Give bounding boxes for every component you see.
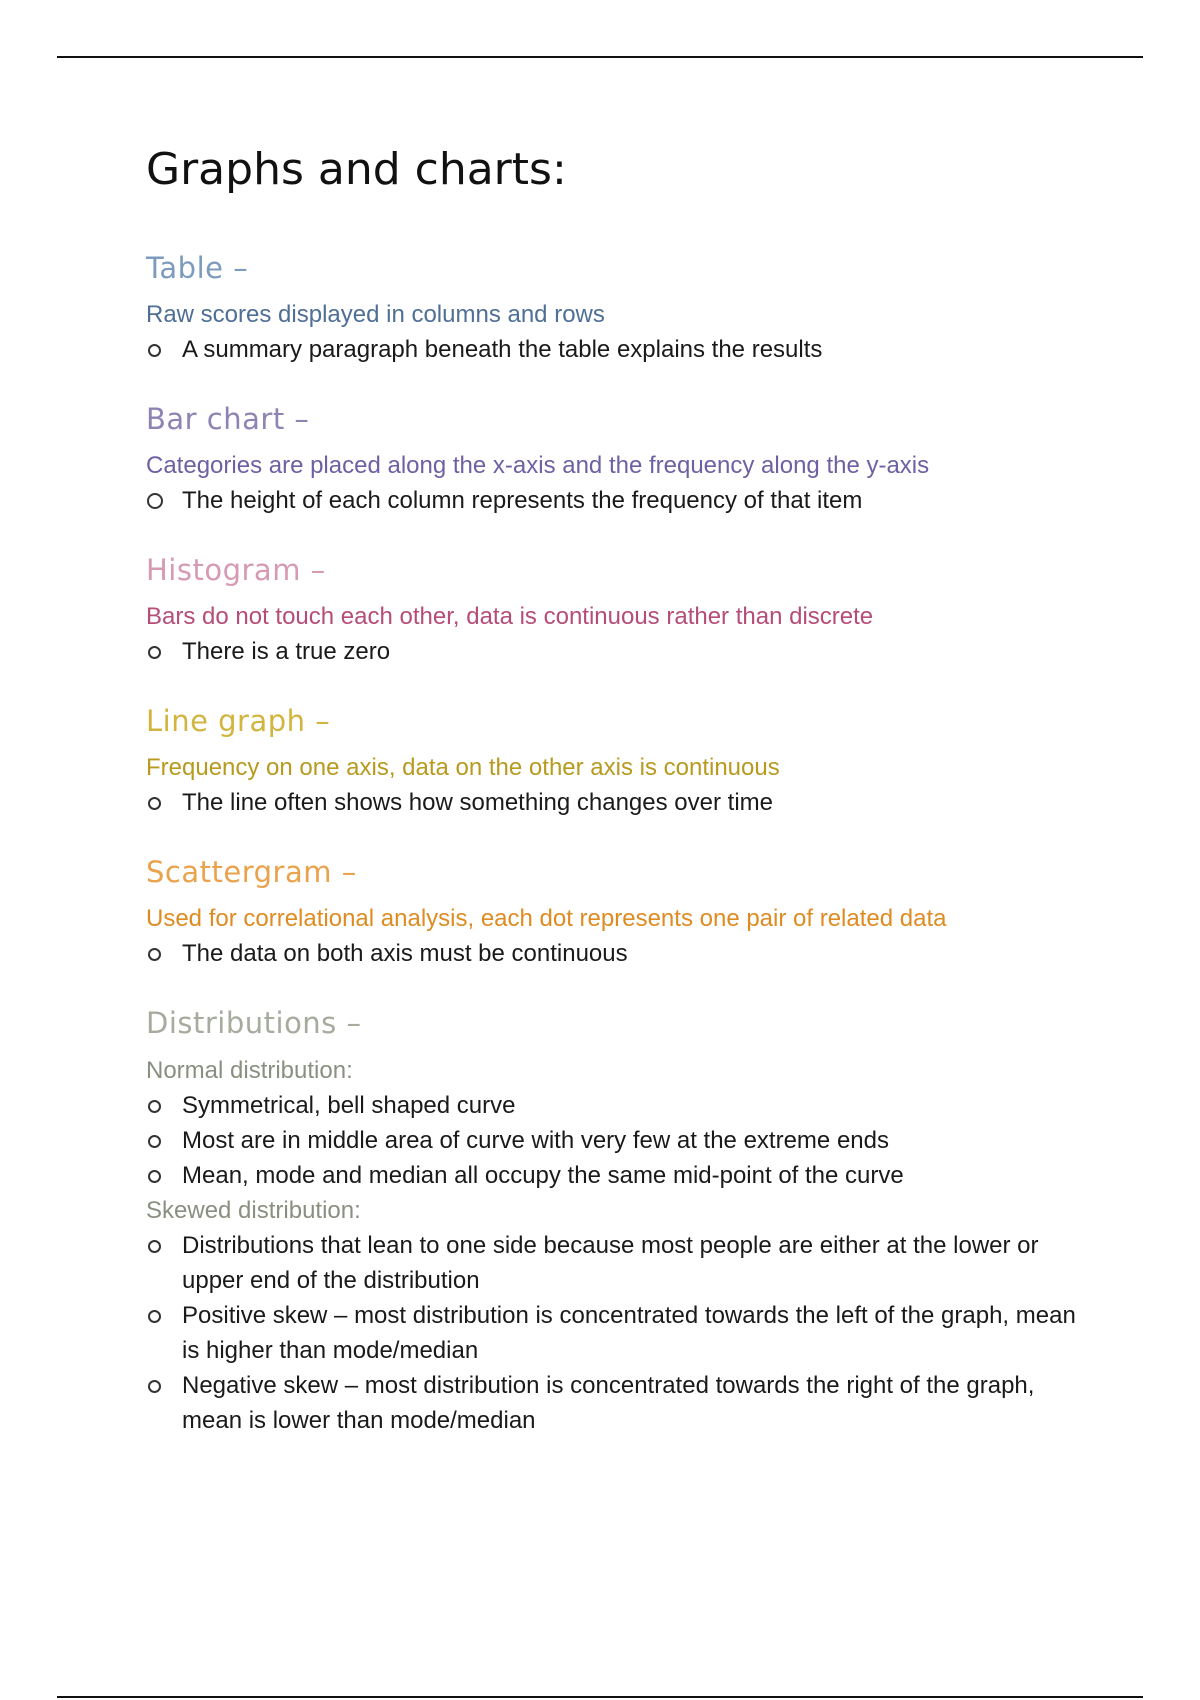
top-rule — [57, 56, 1143, 58]
list-item — [146, 1368, 1086, 1438]
list-item-text: Distributions that lean to one side because most people are either at the lower or upper end of the distribution — [182, 1232, 1039, 1294]
list-item-text: There is a true zero — [182, 638, 391, 665]
section-heading-line-graph: Line graph – — [146, 704, 331, 738]
list-item — [146, 1228, 1086, 1298]
bullet-list-skewed-distribution — [146, 1228, 1086, 1438]
section-heading-bar-chart: Bar chart – — [146, 402, 310, 436]
skewed-distribution-label: Skewed distribution: — [146, 1197, 361, 1224]
bullet-list-histogram — [146, 634, 1086, 669]
section-subtitle-table: Raw scores displayed in columns and rows — [146, 301, 605, 328]
list-item — [146, 1088, 1086, 1123]
section-heading-distributions: Distributions – — [146, 1006, 362, 1040]
list-item-text: A summary paragraph beneath the table explains the results — [182, 336, 823, 363]
bullet-list-table — [146, 332, 1086, 367]
bullet-list-normal-distribution — [146, 1088, 1086, 1193]
section-line-graph — [146, 701, 1086, 820]
bullet-list-bar-chart — [146, 483, 1086, 518]
circle-bullet-icon — [148, 1240, 161, 1253]
list-item — [146, 1158, 1086, 1193]
list-item-text: The height of each column represents the frequency of that item — [182, 487, 863, 514]
list-item — [146, 785, 1086, 820]
list-item — [146, 483, 1086, 518]
section-subtitle-line-graph: Frequency on one axis, data on the other axis is continuous — [146, 754, 780, 781]
list-item-text: Most are in middle area of curve with very few at the extreme ends — [182, 1127, 889, 1154]
circle-bullet-icon — [148, 1100, 161, 1113]
page-title: Graphs and charts: — [146, 144, 567, 195]
circle-bullet-icon — [148, 1380, 161, 1393]
list-item-text: Positive skew – most distribution is concentrated towards the left of the graph, mean is higher than mode/median — [182, 1302, 1076, 1364]
circle-bullet-icon — [148, 1310, 161, 1323]
list-item-text: The line often shows how something changes over time — [182, 789, 773, 816]
circle-bullet-icon — [148, 344, 161, 357]
circle-bullet-icon — [148, 646, 161, 659]
section-distributions — [146, 1003, 1086, 1438]
list-item-text: The data on both axis must be continuous — [182, 940, 628, 967]
normal-distribution-label: Normal distribution: — [146, 1057, 353, 1084]
bullet-list-line-graph — [146, 785, 1086, 820]
circle-bullet-icon — [148, 948, 161, 961]
list-item — [146, 634, 1086, 669]
circle-bullet-icon — [148, 1170, 161, 1183]
bottom-rule — [57, 1696, 1143, 1698]
section-heading-histogram: Histogram – — [146, 553, 326, 587]
list-item — [146, 1123, 1086, 1158]
list-item — [146, 936, 1086, 971]
list-item-text: Mean, mode and median all occupy the same mid-point of the curve — [182, 1162, 904, 1189]
section-bar-chart — [146, 399, 1086, 518]
section-subtitle-histogram: Bars do not touch each other, data is continuous rather than discrete — [146, 603, 874, 630]
list-item-text: Symmetrical, bell shaped curve — [182, 1092, 516, 1119]
circle-bullet-icon — [148, 797, 161, 810]
section-heading-table: Table – — [146, 251, 249, 285]
list-item-text: Negative skew – most distribution is concentrated towards the right of the graph, mean is lower than mode/median — [182, 1372, 1035, 1434]
section-histogram — [146, 550, 1086, 669]
circle-bullet-icon — [148, 1135, 161, 1148]
circle-bullet-icon — [147, 493, 163, 509]
section-heading-scattergram: Scattergram – — [146, 855, 357, 889]
section-table — [146, 248, 1086, 367]
section-subtitle-scattergram: Used for correlational analysis, each dot represents one pair of related data — [146, 905, 947, 932]
list-item — [146, 332, 1086, 367]
section-scattergram — [146, 852, 1086, 971]
document-body — [146, 140, 1086, 1470]
list-item — [146, 1298, 1086, 1368]
section-subtitle-bar-chart: Categories are placed along the x-axis and the frequency along the y-axis — [146, 452, 930, 479]
bullet-list-scattergram — [146, 936, 1086, 971]
